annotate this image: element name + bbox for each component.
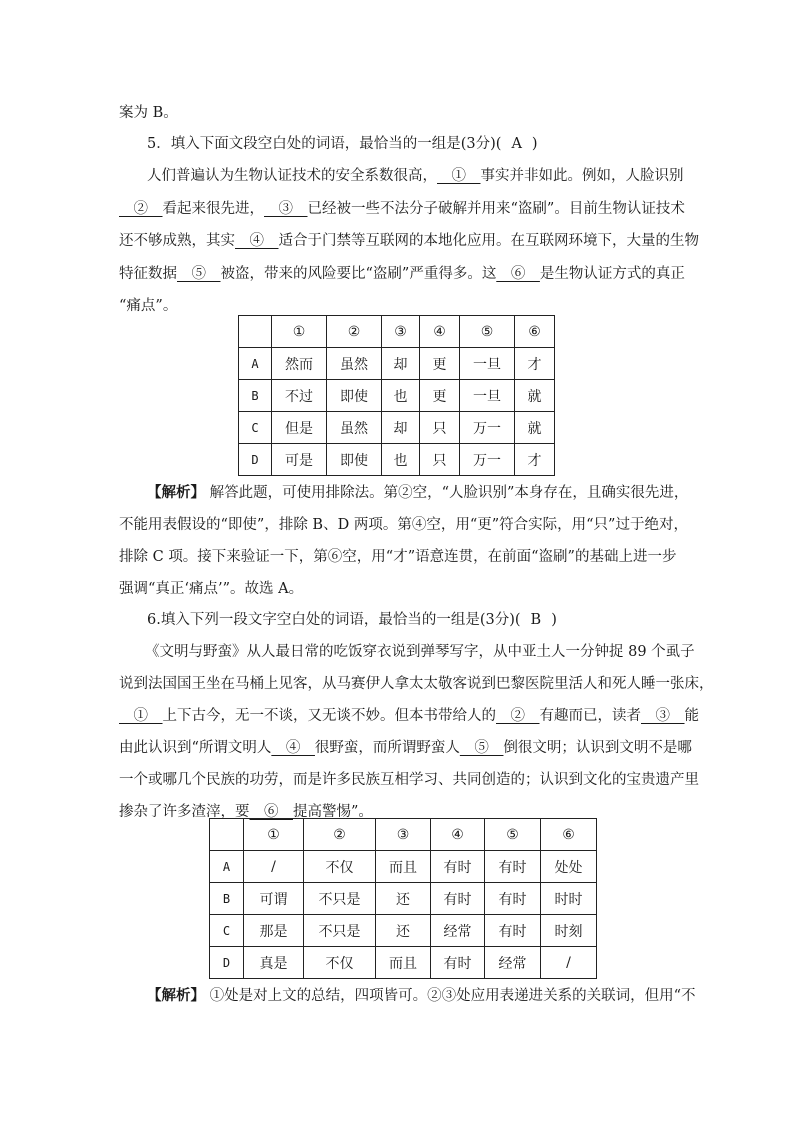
- option-cell: 然而: [272, 348, 327, 380]
- option-cell: 有时: [485, 851, 541, 883]
- option-cell: /: [541, 947, 597, 979]
- option-label-cell: D: [239, 444, 272, 476]
- option-label-cell: A: [239, 348, 272, 380]
- option-cell: 而且: [376, 947, 431, 979]
- option-cell: 不仅: [304, 947, 376, 979]
- q6-table-row: [210, 947, 597, 979]
- q6-passage-line-1: 《文明与野蛮》从人最日常的吃饭穿衣说到弹琴写字，从中亚土人一分钟捉 89 个虱子: [145, 644, 695, 660]
- option-cell: 才: [515, 444, 555, 476]
- q6-table-row: [210, 915, 597, 947]
- option-cell: 真是: [244, 947, 304, 979]
- option-cell: 可谓: [244, 883, 304, 915]
- q6-explanation-line-1: 【解析】 ①处是对上文的总结，四项皆可。②③处应用表递进关系的关联词，但用“不: [147, 987, 696, 1004]
- option-cell: 有时: [431, 851, 485, 883]
- q5-explanation-line-1: 【解析】 解答此题，可使用排除法。第②空，“人脸识别”本身存在，且确实很先进，: [147, 484, 689, 501]
- option-label-cell: C: [239, 412, 272, 444]
- q6-table-header-row: [210, 819, 597, 851]
- option-cell: 只: [420, 412, 460, 444]
- header-cell: [239, 316, 272, 348]
- option-cell: 才: [515, 348, 555, 380]
- header-cell: ⑤: [485, 819, 541, 851]
- q6-table-row: [210, 851, 597, 883]
- option-label-cell: D: [210, 947, 244, 979]
- q5-table-row: [239, 380, 555, 412]
- header-cell: ④: [420, 316, 460, 348]
- carryover-text: 案为 B。: [119, 105, 178, 121]
- q5-passage-line-1: 人们普遍认为生物认证技术的安全系数很高，__①__事实并非如此。例如，人脸识别: [147, 168, 684, 184]
- option-cell: 就: [515, 380, 555, 412]
- option-cell: 有时: [485, 915, 541, 947]
- header-cell: ⑥: [515, 316, 555, 348]
- option-cell: 就: [515, 412, 555, 444]
- q5-table-row: [239, 412, 555, 444]
- header-cell: ①: [272, 316, 327, 348]
- q5-stem: 5．填入下面文段空白处的词语，最恰当的一组是(3分)( A ): [147, 136, 538, 152]
- option-cell: 一旦: [460, 380, 515, 412]
- option-cell: 不仅: [304, 851, 376, 883]
- q5-answer: A: [511, 136, 522, 152]
- option-cell: 只: [420, 444, 460, 476]
- q5-stem-text: 5．填入下面文段空白处的词语，最恰当的一组是(3分): [147, 136, 496, 152]
- q5-explanation-line-2: 不能用表假设的“即使”，排除 B、D 两项。第④空，用“更”符合实际，用“只”过于绝对，: [119, 517, 688, 533]
- header-cell: ⑤: [460, 316, 515, 348]
- option-cell: /: [244, 851, 304, 883]
- header-cell: ②: [304, 819, 376, 851]
- option-cell: 不过: [272, 380, 327, 412]
- option-label-cell: B: [210, 883, 244, 915]
- q6-answer: B: [530, 612, 542, 628]
- q6-passage-line-6: 掺杂了许多渣滓，要__⑥__提高警惕”。: [119, 804, 373, 820]
- option-cell: 时刻: [541, 915, 597, 947]
- header-cell: ③: [376, 819, 431, 851]
- option-cell: 却: [382, 348, 420, 380]
- explanation-label: 【解析】: [147, 484, 205, 501]
- q6-passage-line-5: 一个或哪几个民族的功劳，而是许多民族互相学习、共同创造的；认识到文化的宝贵遗产里: [119, 772, 699, 788]
- q6-table-row: [210, 883, 597, 915]
- option-cell: 那是: [244, 915, 304, 947]
- q6-passage-line-2: 说到法国国王坐在马桶上见客，从马赛伊人拿太太敬客说到巴黎医院里活人和死人睡一张床，: [119, 676, 714, 692]
- q5-passage-line-4: 特征数据__⑤__被盗，带来的风险要比“盗刷”严重得多。这__⑥__是生物认证方式的真正: [119, 266, 685, 282]
- q6-stem-text: 6.填入下列一段文字空白处的词语，最恰当的一组是(3分): [147, 612, 515, 628]
- q5-options-table: [238, 315, 555, 476]
- option-cell: 处处: [541, 851, 597, 883]
- option-cell: 还: [376, 915, 431, 947]
- option-cell: 一旦: [460, 348, 515, 380]
- option-cell: 万一: [460, 444, 515, 476]
- header-cell: ①: [244, 819, 304, 851]
- q6-passage-line-3: __①__上下古今，无一不谈，又无谈不妙。但本书带给人的__②__有趣而已，读者__③__能: [119, 708, 699, 724]
- option-cell: 不只是: [304, 915, 376, 947]
- header-cell: ④: [431, 819, 485, 851]
- q5-passage-line-3: 还不够成熟，其实__④__适合于门禁等互联网的本地化应用。在互联网环境下，大量的生物: [119, 233, 699, 249]
- option-cell: 经常: [431, 915, 485, 947]
- q6-options-table: [209, 818, 597, 979]
- option-cell: 即使: [327, 444, 382, 476]
- q5-passage-line-2: __②__看起来很先进，__③__已经被一些不法分子破解并用来“盗刷”。目前生物认证技术: [119, 201, 685, 217]
- option-cell: 更: [420, 348, 460, 380]
- option-cell: 更: [420, 380, 460, 412]
- option-cell: 而且: [376, 851, 431, 883]
- header-cell: ⑥: [541, 819, 597, 851]
- header-cell: ③: [382, 316, 420, 348]
- option-cell: 虽然: [327, 348, 382, 380]
- option-cell: 万一: [460, 412, 515, 444]
- option-cell: 有时: [485, 883, 541, 915]
- option-cell: 还: [376, 883, 431, 915]
- option-cell: 不只是: [304, 883, 376, 915]
- q5-explanation-line-3: 排除 C 项。接下来验证一下，第⑥空，用“才”语意连贯，在前面“盗刷”的基础上进一步: [119, 549, 677, 565]
- option-cell: 也: [382, 380, 420, 412]
- option-cell: 也: [382, 444, 420, 476]
- q5-passage-line-5: “痛点”。: [119, 298, 178, 314]
- option-cell: 虽然: [327, 412, 382, 444]
- option-label-cell: B: [239, 380, 272, 412]
- header-cell: [210, 819, 244, 851]
- option-label-cell: C: [210, 915, 244, 947]
- q5-table-row: [239, 444, 555, 476]
- option-cell: 却: [382, 412, 420, 444]
- option-cell: 可是: [272, 444, 327, 476]
- option-cell: 有时: [431, 947, 485, 979]
- q5-explanation-line-4: 强调“真正‘痛点’”。故选 A。: [119, 581, 304, 597]
- q5-table-row: [239, 348, 555, 380]
- option-cell: 经常: [485, 947, 541, 979]
- option-cell: 有时: [431, 883, 485, 915]
- q6-stem: 6.填入下列一段文字空白处的词语，最恰当的一组是(3分)( B ): [147, 612, 557, 628]
- option-label-cell: A: [210, 851, 244, 883]
- q6-passage-line-4: 由此认识到“所谓文明人__④__很野蛮，而所谓野蛮人__⑤__倒很文明；认识到文明不是哪: [119, 740, 692, 756]
- option-cell: 但是: [272, 412, 327, 444]
- header-cell: ②: [327, 316, 382, 348]
- q5-table-header-row: [239, 316, 555, 348]
- explanation-label: 【解析】: [147, 987, 205, 1004]
- option-cell: 时时: [541, 883, 597, 915]
- option-cell: 即使: [327, 380, 382, 412]
